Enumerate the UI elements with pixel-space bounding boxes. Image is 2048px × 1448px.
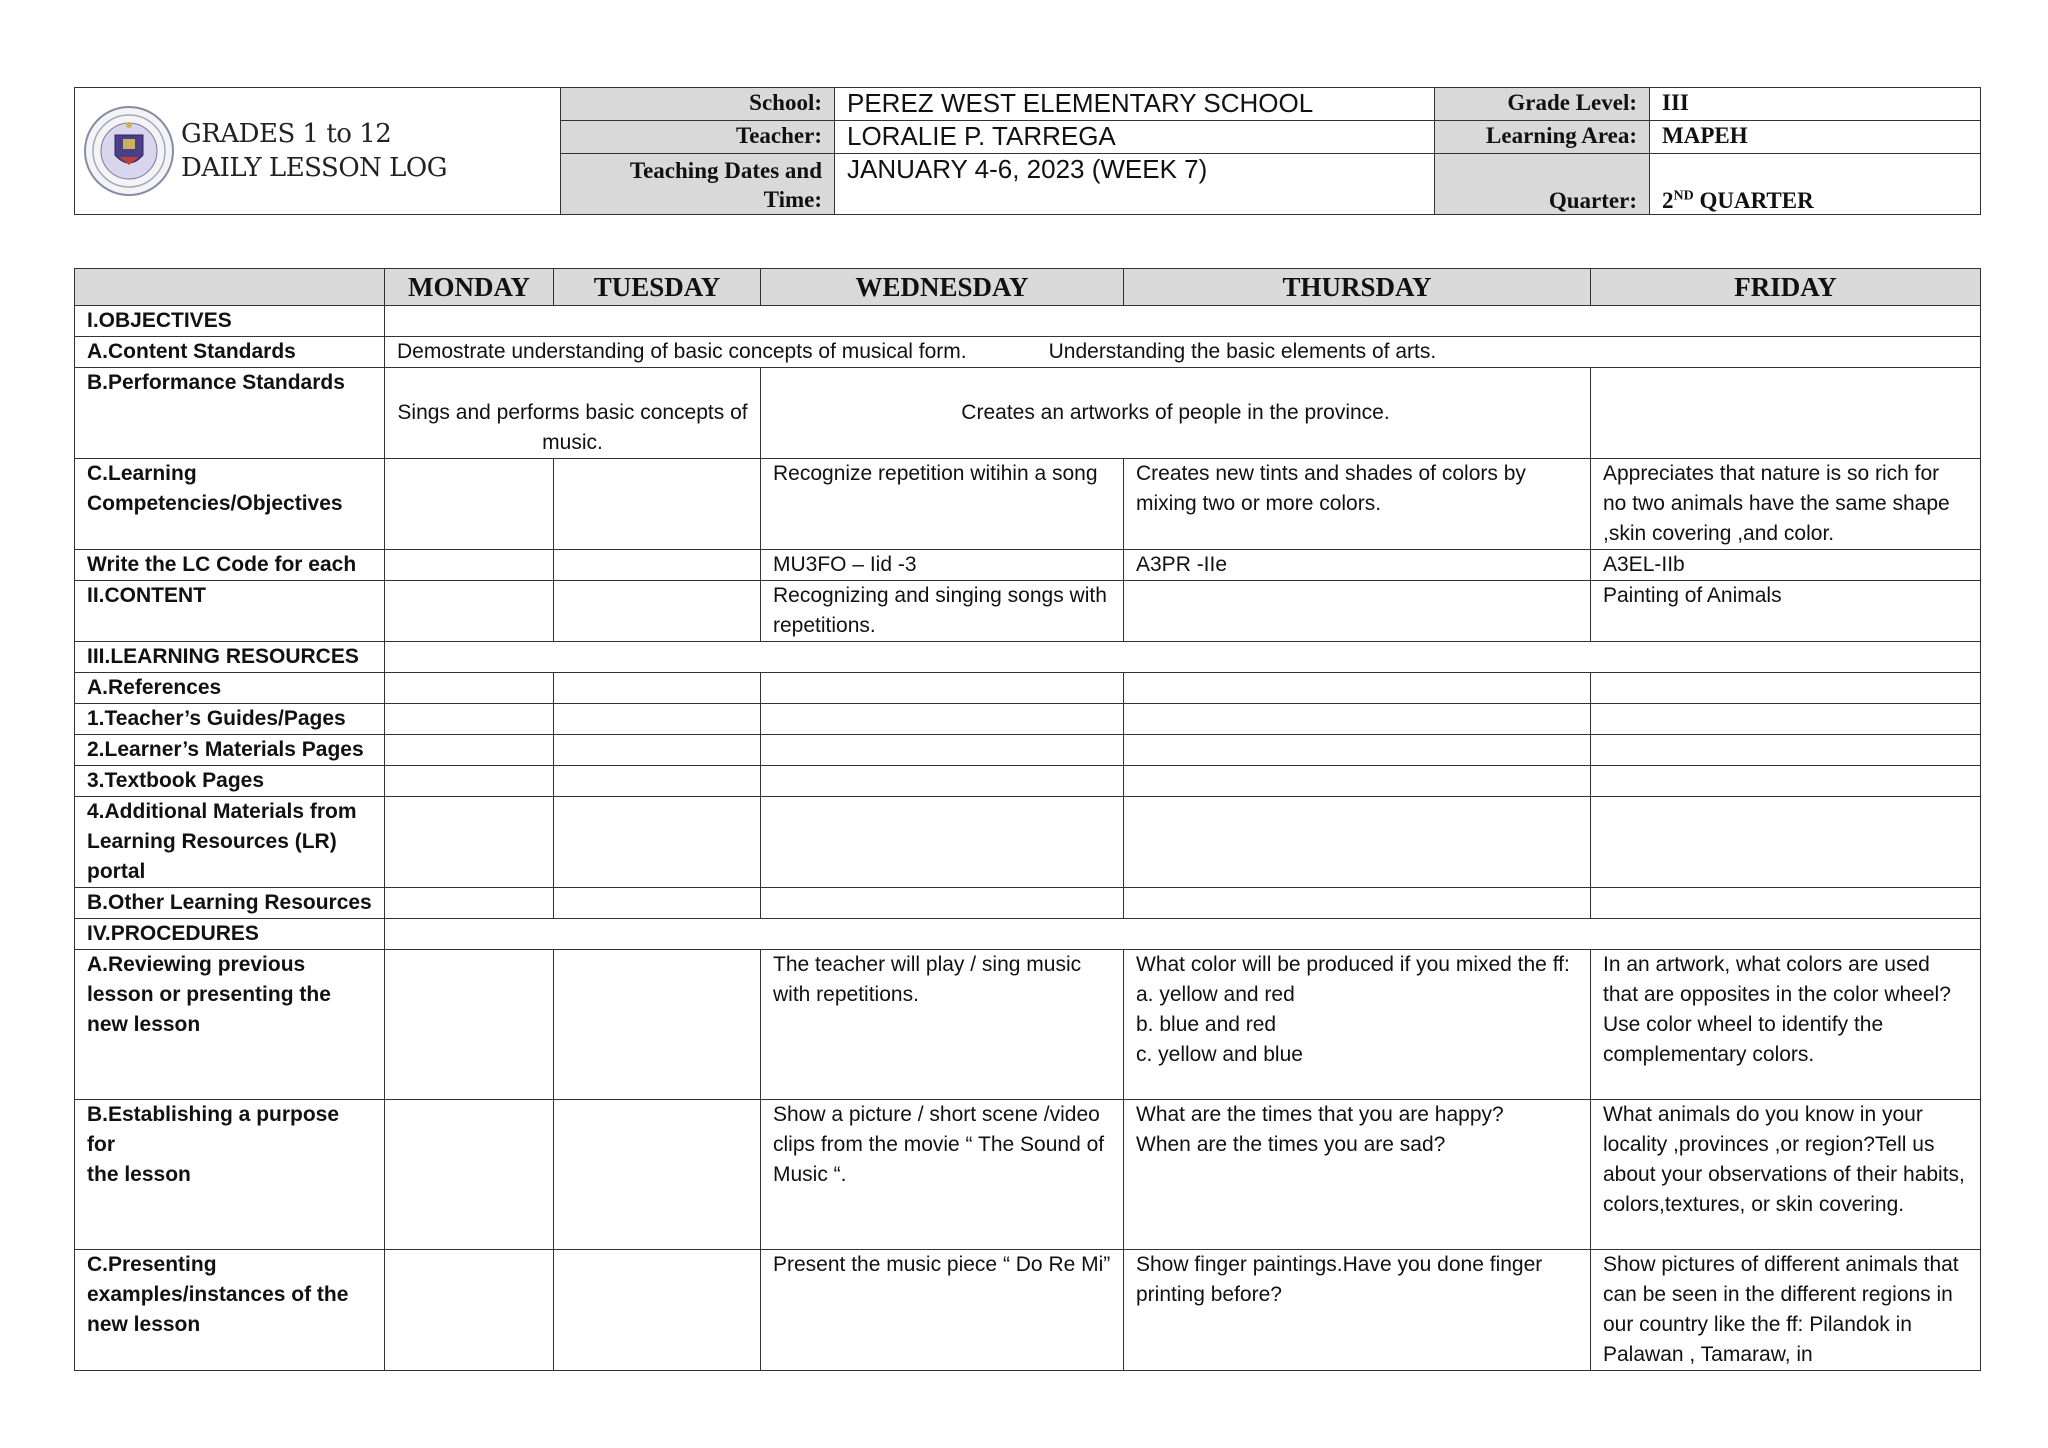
lesson-log-table [74, 268, 1981, 1371]
reviewing-label-line-1: A.Reviewing previous [87, 953, 306, 976]
purpose-friday: What animals do you know in your locality ,provinces ,or region?Tell us about your observations of their habits, colors,textures, or skin covering. [1591, 1100, 1981, 1250]
table-row [75, 642, 1981, 673]
title-line-1: GRADES 1 to 12 [181, 119, 392, 149]
table-row [75, 306, 1981, 337]
table-row [75, 581, 1981, 642]
day-header-row [75, 269, 1981, 306]
performance-standards-arts: Creates an artworks of people in the province. [761, 368, 1591, 459]
learning-area-label: Learning Area: [1435, 121, 1650, 154]
school-value: PEREZ WEST ELEMENTARY SCHOOL [835, 88, 1435, 121]
row-label-additional-materials [75, 797, 385, 888]
day-monday: MONDAY [385, 269, 554, 306]
lc-code-wednesday: MU3FO – Iid -3 [761, 550, 1124, 581]
purpose-thursday [1124, 1100, 1591, 1250]
content-wednesday: Recognizing and singing songs with repetitions. [761, 581, 1124, 642]
additional-label-line-3: portal [87, 860, 146, 883]
content-friday: Painting of Animals [1591, 581, 1981, 642]
table-row [75, 950, 1981, 1100]
table-row [75, 888, 1981, 919]
presenting-label-line-3: new lesson [87, 1313, 201, 1336]
table-row [75, 673, 1981, 704]
reviewing-label-line-2: lesson or presenting the [87, 983, 331, 1006]
row-label-teachers-guides: 1.Teacher’s Guides/Pages [75, 704, 385, 735]
table-row [75, 1100, 1981, 1250]
competencies-label-line-1: C.Learning [87, 462, 197, 485]
additional-label-line-1: 4.Additional Materials from [87, 800, 357, 823]
teaching-dates-label [561, 154, 835, 215]
row-label-procedures: IV.PROCEDURES [75, 919, 385, 950]
purpose-label-line-1: B.Establishing a purpose for [87, 1103, 340, 1156]
reviewing-thursday-option-b: b. blue and red [1136, 1013, 1277, 1036]
day-tuesday: TUESDAY [554, 269, 761, 306]
table-row [75, 550, 1981, 581]
quarter-suffix: ND [1673, 188, 1694, 204]
table-row [75, 704, 1981, 735]
learning-area-value: MAPEH [1650, 121, 1981, 154]
teacher-value: LORALIE P. TARREGA [835, 121, 1435, 154]
grade-level-value: III [1650, 88, 1981, 121]
additional-label-line-2: Learning Resources (LR) [87, 830, 337, 853]
teacher-label: Teacher: [561, 121, 835, 154]
purpose-wednesday: Show a picture / short scene /video clips from the movie “ The Sound of Music “. [761, 1100, 1124, 1250]
row-label-learning-resources: III.LEARNING RESOURCES [75, 642, 385, 673]
reviewing-wednesday: The teacher will play / sing music with repetitions. [761, 950, 1124, 1100]
row-label-lc-code: Write the LC Code for each [75, 550, 385, 581]
title-line-2: DAILY LESSON LOG [181, 153, 448, 183]
table-row [75, 459, 1981, 550]
content-standards-music: Demostrate understanding of basic concepts of musical form. [397, 340, 967, 363]
lc-code-friday: A3EL-IIb [1591, 550, 1981, 581]
row-label-purpose [75, 1100, 385, 1250]
competencies-wednesday: Recognize repetition witihin a song [761, 459, 1124, 550]
row-label-performance-standards: B.Performance Standards [75, 368, 385, 459]
competencies-label-line-2: Competencies/Objectives [87, 492, 343, 515]
row-label-references: A.References [75, 673, 385, 704]
lc-code-thursday: A3PR -IIe [1124, 550, 1591, 581]
row-label-content-standards: A.Content Standards [75, 337, 385, 368]
quarter-number: 2 [1662, 188, 1674, 213]
table-row [75, 1250, 1981, 1371]
row-label-presenting [75, 1250, 385, 1371]
deped-seal-icon [83, 105, 175, 197]
table-row [75, 766, 1981, 797]
table-row [75, 919, 1981, 950]
day-thursday: THURSDAY [1124, 269, 1591, 306]
competencies-thursday: Creates new tints and shades of colors by mixing two or more colors. [1124, 459, 1591, 550]
row-label-learners-materials: 2.Learner’s Materials Pages [75, 735, 385, 766]
teaching-dates-label-line-2: Time: [763, 187, 822, 212]
header-table [74, 87, 1981, 215]
presenting-label-line-1: C.Presenting [87, 1253, 217, 1276]
content-standards-cell [385, 337, 1981, 368]
day-wednesday: WEDNESDAY [761, 269, 1124, 306]
teaching-dates-value: JANUARY 4-6, 2023 (WEEK 7) [835, 154, 1435, 215]
day-friday: FRIDAY [1591, 269, 1981, 306]
reviewing-thursday-option-a: a. yellow and red [1136, 983, 1295, 1006]
content-standards-arts: Understanding the basic elements of arts. [1048, 340, 1437, 363]
row-label-objectives: I.OBJECTIVES [75, 306, 385, 337]
table-row [75, 735, 1981, 766]
presenting-thursday: Show finger paintings.Have you done finger printing before? [1124, 1250, 1591, 1371]
logo-cell [75, 88, 561, 215]
reviewing-thursday-option-c: c. yellow and blue [1136, 1043, 1303, 1066]
performance-standards-music: Sings and performs basic concepts of music. [385, 368, 761, 459]
presenting-label-line-2: examples/instances of the [87, 1283, 349, 1306]
reviewing-friday: In an artwork, what colors are used that are opposites in the color wheel? Use color wheel to identify the complementary colors. [1591, 950, 1981, 1100]
competencies-friday: Appreciates that nature is so rich for no two animals have the same shape ,skin covering ,and color. [1591, 459, 1981, 550]
quarter-text: QUARTER [1693, 188, 1814, 213]
quarter-value [1650, 154, 1981, 215]
row-label-competencies [75, 459, 385, 550]
purpose-thursday-line-1: What are the times that you are happy? [1136, 1103, 1504, 1126]
day-header-blank [75, 269, 385, 306]
teaching-dates-label-line-1: Teaching Dates and [629, 158, 822, 183]
purpose-thursday-line-2: When are the times you are sad? [1136, 1133, 1446, 1156]
row-label-content: II.CONTENT [75, 581, 385, 642]
reviewing-label-line-3: new lesson [87, 1013, 201, 1036]
school-label: School: [561, 88, 835, 121]
row-label-textbook-pages: 3.Textbook Pages [75, 766, 385, 797]
presenting-friday: Show pictures of different animals that can be seen in the different regions in our country like the ff: Pilandok in Palawan , Tamaraw, in [1591, 1250, 1981, 1371]
purpose-label-line-2: the lesson [87, 1163, 191, 1186]
row-label-other-resources: B.Other Learning Resources [75, 888, 385, 919]
quarter-label: Quarter: [1435, 154, 1650, 215]
table-row [75, 797, 1981, 888]
table-row [75, 368, 1981, 459]
presenting-wednesday: Present the music piece “ Do Re Mi” [761, 1250, 1124, 1371]
grade-level-label: Grade Level: [1435, 88, 1650, 121]
reviewing-thursday-question: What color will be produced if you mixed the ff: [1136, 953, 1570, 976]
table-row [75, 337, 1981, 368]
row-label-reviewing [75, 950, 385, 1100]
reviewing-thursday [1124, 950, 1591, 1100]
